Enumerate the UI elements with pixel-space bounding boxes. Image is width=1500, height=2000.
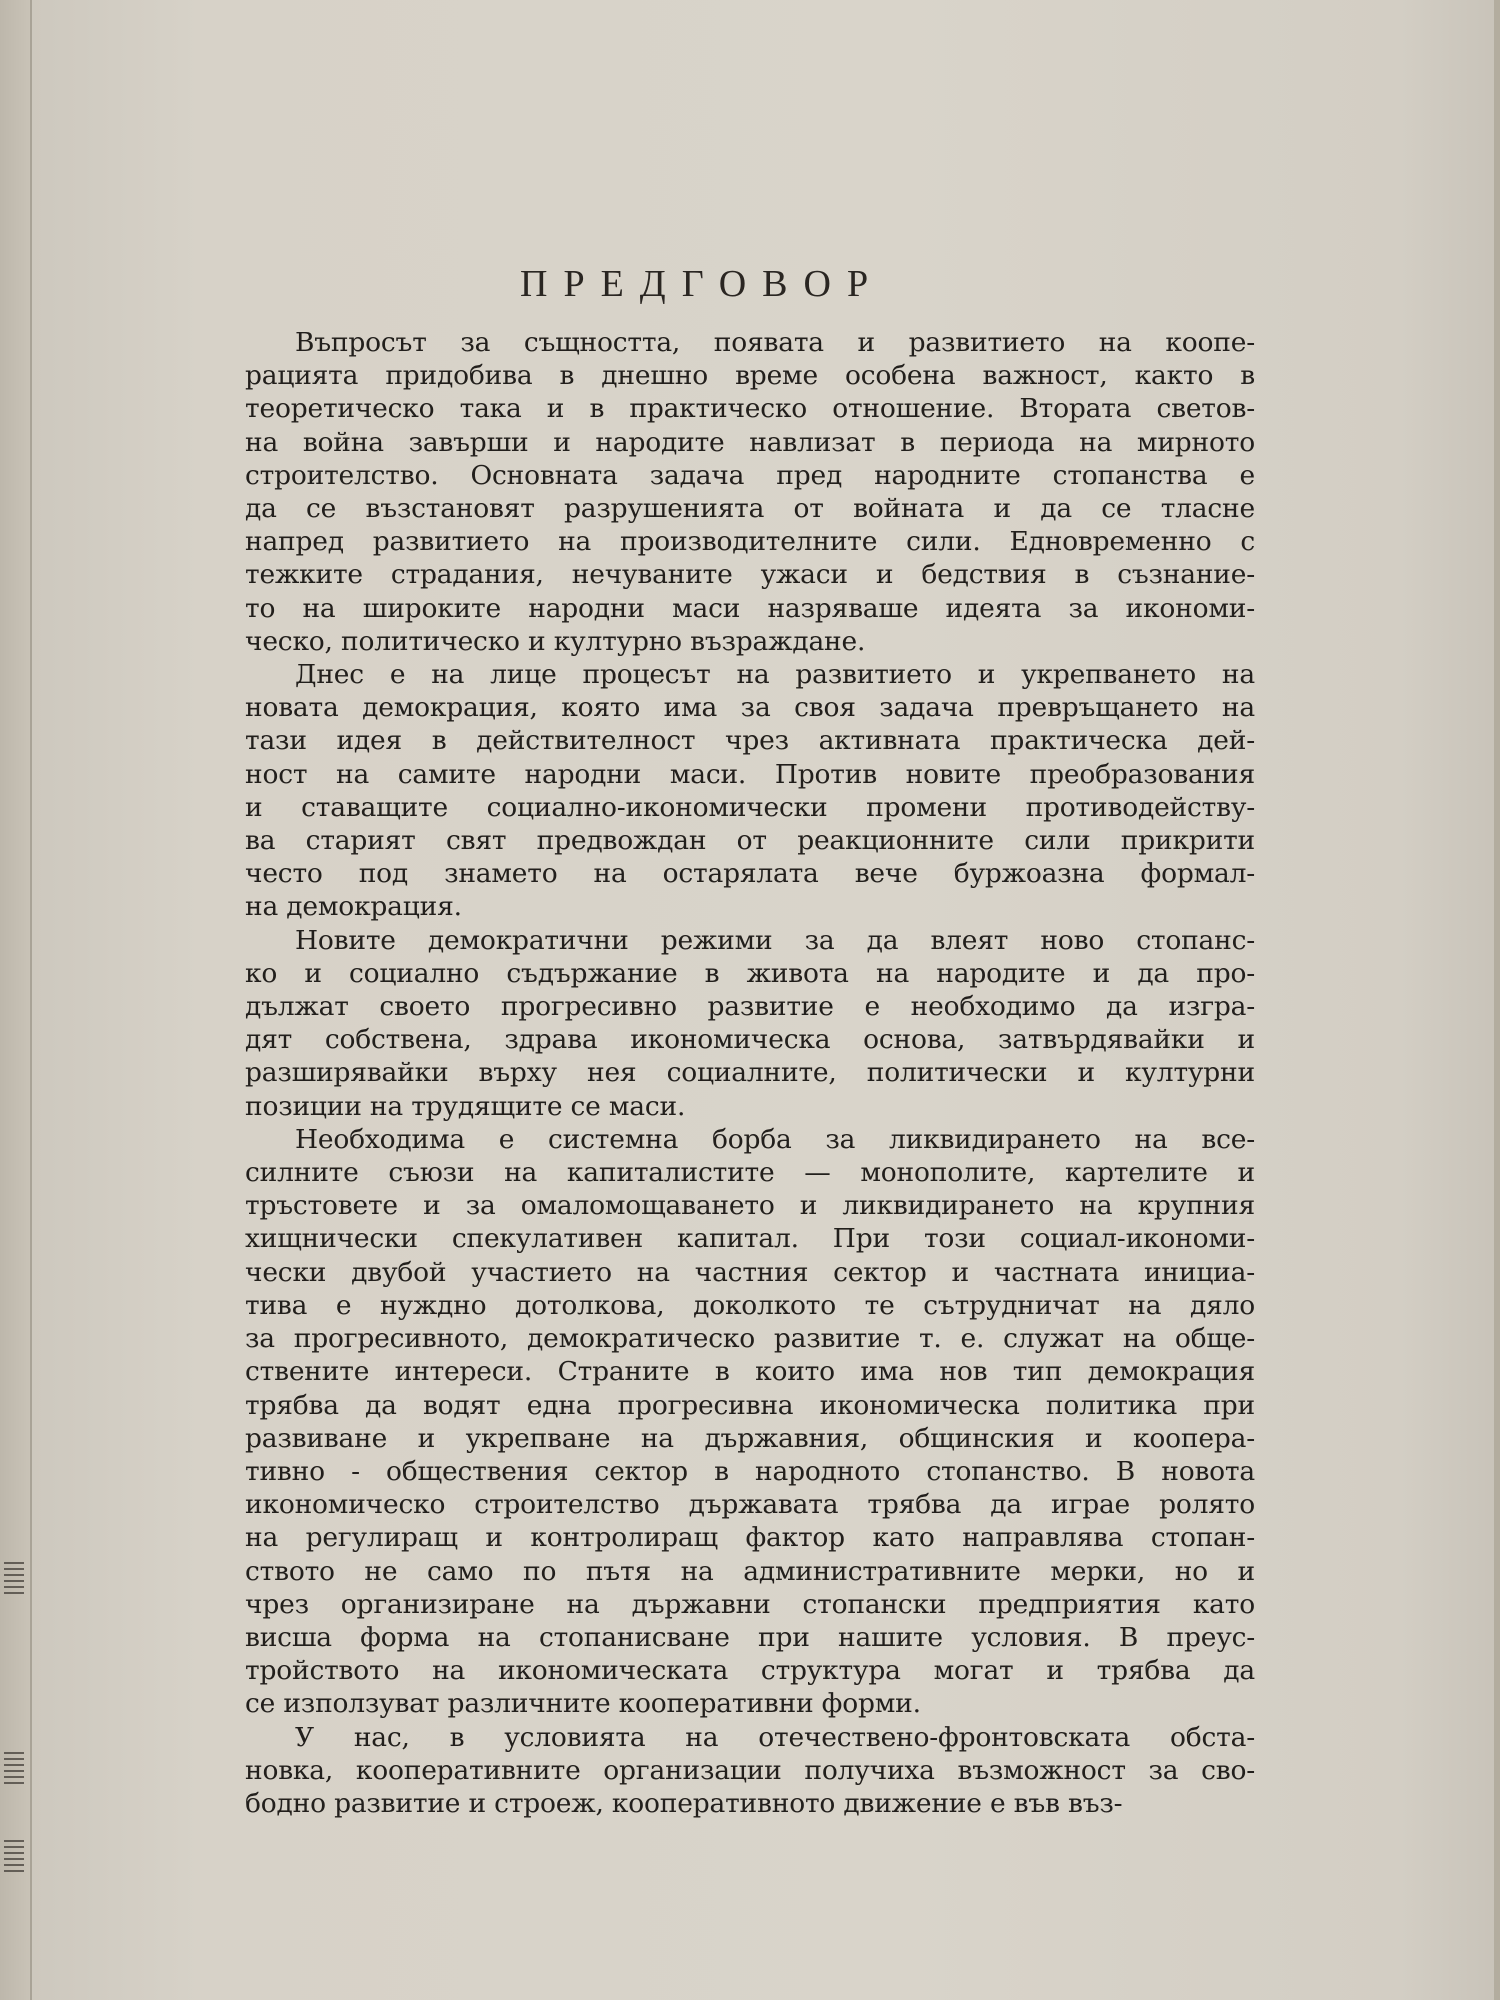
left-page-text-fragment	[4, 1560, 24, 1594]
text-line: тежките страдания, нечуваните ужаси и бедствия в съзнание-	[245, 559, 1255, 591]
text-line: чески двубой участието на частния сектор и частната инициа-	[245, 1256, 1255, 1288]
left-page-edge	[0, 0, 32, 2000]
text-line: висша форма на стопанисване при нашите условия. В преус-	[245, 1621, 1255, 1653]
text-line: строителство. Основната задача пред народните стопанства е	[245, 459, 1255, 491]
text-line: и ставащите социално-икономически промени противодейству-	[245, 791, 1255, 823]
right-page-edge	[1494, 0, 1500, 2000]
text-line: Днес е на лице процесът на развитието и укрепването на	[295, 659, 1255, 691]
text-line: тивно - обществения сектор в народното стопанство. В новота	[245, 1455, 1255, 1487]
text-line: трябва да водят една прогресивна икономическа политика при	[245, 1389, 1255, 1421]
text-line: се използуват различните кооперативни форми.	[245, 1688, 921, 1720]
text-line: новка, кооперативните организации получиха възможност за сво-	[245, 1754, 1255, 1786]
text-line: Новите демократични режими за да влеят ново стопанс-	[295, 924, 1255, 956]
text-line: разширявайки върху нея социалните, политически и културни	[245, 1057, 1255, 1089]
text-line: дължат своето прогресивно развитие е необходимо да изгра-	[245, 991, 1255, 1023]
text-line: теоретическо така и в практическо отношение. Втората светов-	[245, 393, 1255, 425]
text-line: икономическо строителство държавата трябва да играе ролято	[245, 1489, 1255, 1521]
text-line: тръстовете и за омаломощаването и ликвидирането на крупния	[245, 1190, 1255, 1222]
paragraph	[245, 924, 1255, 1123]
text-line: Въпросът за същността, появата и развитието на коопе-	[295, 327, 1255, 358]
left-page-text-fragment	[4, 1750, 24, 1784]
text-line: то на широките народни маси назряваше идеята за икономи-	[245, 592, 1255, 624]
text-line: ческо, политическо и културно възраждане.	[245, 625, 866, 657]
text-line: тази идея в действителност чрез активната практическа дей-	[245, 725, 1255, 757]
paragraph	[245, 326, 1255, 658]
text-line: ност на самите народни маси. Против новите преобразования	[245, 758, 1255, 790]
text-line: ството не само по пътя на административните мерки, но и	[245, 1555, 1255, 1587]
paragraph	[245, 658, 1255, 924]
text-line: новата демокрация, която има за своя задача превръщането на	[245, 692, 1255, 724]
text-line: ствените интереси. Страните в които има нов тип демокрация	[245, 1356, 1255, 1388]
page-title: ПРЕДГОВОР	[520, 263, 885, 305]
document-page	[30, 0, 1494, 2000]
text-line: дят собствена, здрава икономическа основа, затвърдявайки и	[245, 1024, 1255, 1056]
preface-body	[245, 326, 1255, 1820]
text-line: за прогресивното, демократическо развитие т. е. служат на обще-	[245, 1323, 1255, 1355]
text-line: на демокрация.	[245, 891, 462, 923]
left-page-text-fragment	[4, 1838, 24, 1872]
text-line: бодно развитие и строеж, кооперативното движение е във въз-	[245, 1787, 1123, 1819]
text-line: да се възстановят разрушенията от войната и да се тласне	[245, 493, 1255, 525]
text-line: позиции на трудящите се маси.	[245, 1090, 686, 1122]
text-line: силните съюзи на капиталистите — монополите, картелите и	[245, 1157, 1255, 1189]
text-line: тива е нуждно дотолкова, доколкото те сътрудничат на дяло	[245, 1289, 1255, 1321]
text-line: У нас, в условията на отечествено-фронтовската обста-	[295, 1721, 1255, 1753]
text-line: Необходима е системна борба за ликвидирането на все-	[295, 1123, 1255, 1155]
text-line: напред развитието на производителните сили. Едновременно с	[245, 526, 1255, 558]
text-line: рацията придобива в днешно време особена важност, както в	[245, 360, 1255, 392]
paragraph	[245, 1123, 1255, 1721]
text-line: хищнически спекулативен капитал. При този социал-икономи-	[245, 1223, 1255, 1255]
text-line: на регулиращ и контролиращ фактор като направлява стопан-	[245, 1522, 1255, 1554]
text-line: често под знамето на остарялата вече буржоазна формал-	[245, 858, 1255, 890]
text-line: развиване и укрепване на държавния, общинския и коопера-	[245, 1422, 1255, 1454]
paragraph	[245, 1721, 1255, 1821]
text-line: чрез организиране на държавни стопански предприятия като	[245, 1588, 1255, 1620]
text-line: ва старият свят предвождан от реакционните сили прикрити	[245, 825, 1255, 857]
text-line: на война завърши и народите навлизат в периода на мирното	[245, 426, 1255, 458]
text-line: тройството на икономическата структура могат и трябва да	[245, 1655, 1255, 1687]
text-line: ко и социално съдържание в живота на народите и да про-	[245, 957, 1255, 989]
